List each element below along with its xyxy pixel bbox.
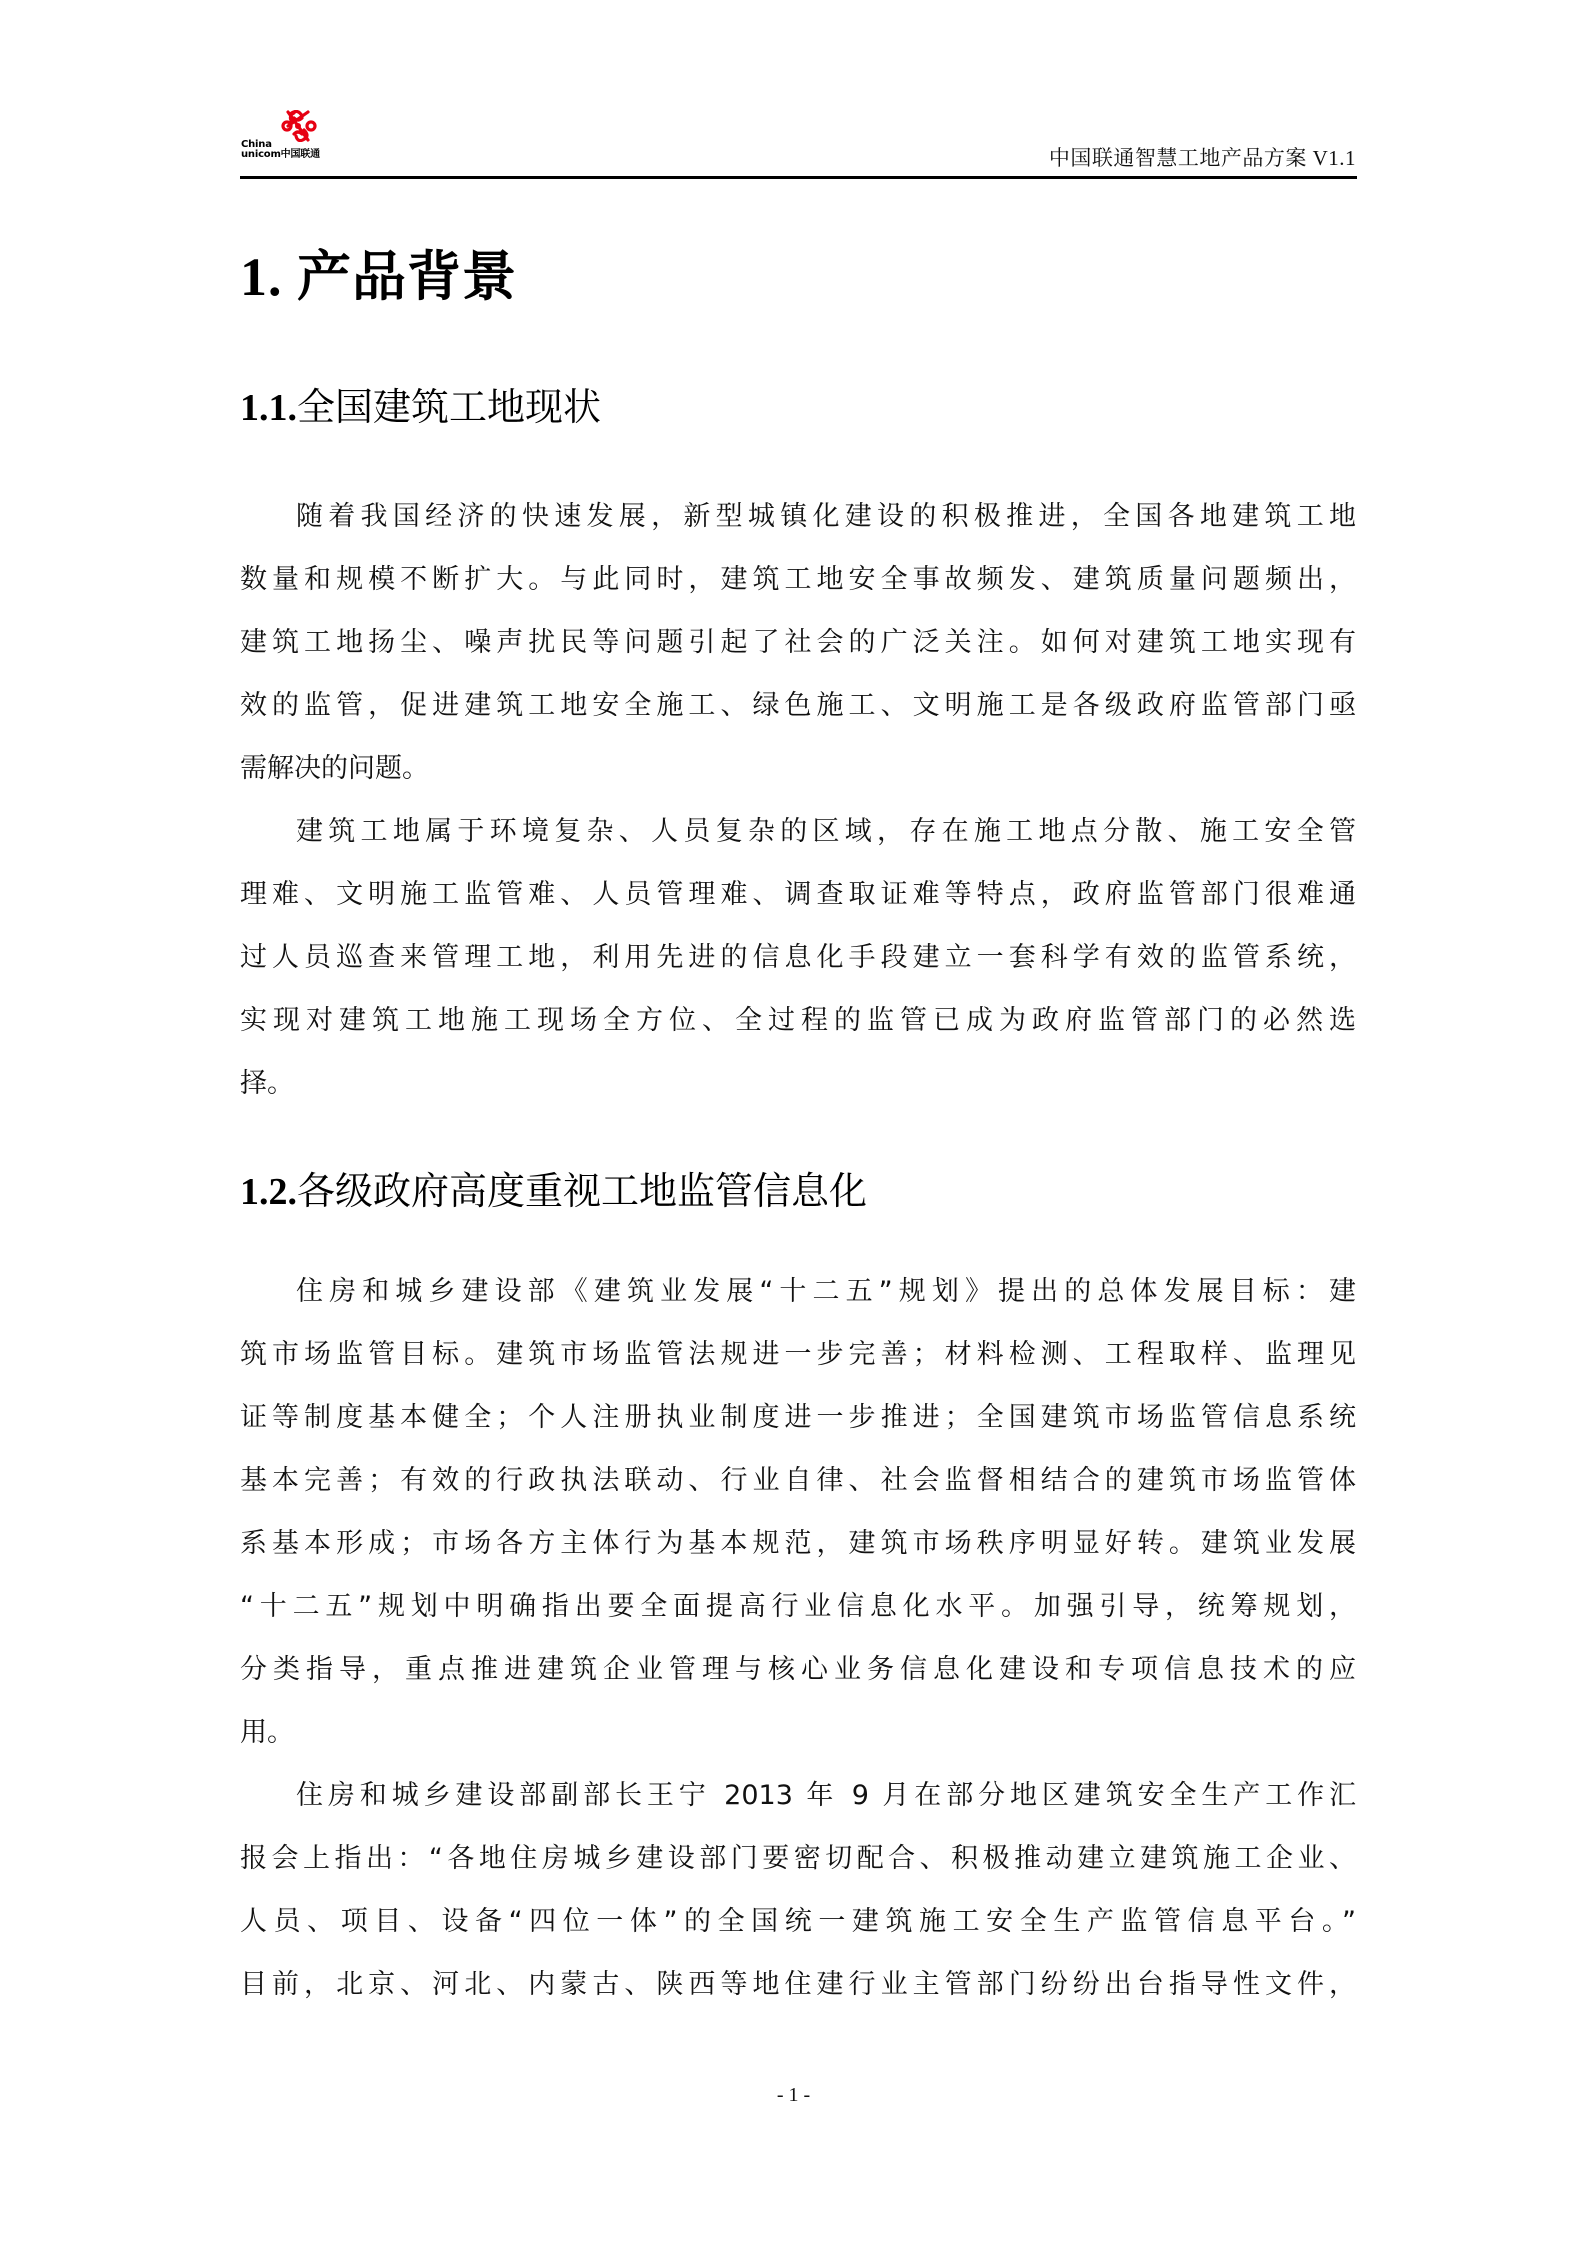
paragraph-line: 效的监管，促进建筑工地安全施工、绿色施工、文明施工是各级政府监管部门亟 xyxy=(240,690,1356,721)
page-header xyxy=(240,110,1356,178)
paragraph-line: 用。 xyxy=(240,1717,294,1748)
logo-wordmark xyxy=(241,140,320,160)
section-heading-1-2 xyxy=(240,1170,867,1214)
paragraph-1-2-b xyxy=(240,1764,1356,2016)
paragraph-line: 需解决的问题。 xyxy=(240,753,429,784)
paragraph-line: “十二五”规划中明确指出要全面提高行业信息化水平。加强引导，统筹规划， xyxy=(240,1591,1356,1622)
section-title: 各级政府高度重视工地监管信息化 xyxy=(297,1171,868,1213)
paragraph-line: 分类指导，重点推进建筑企业管理与核心业务信息化建设和专项信息技术的应 xyxy=(240,1654,1356,1685)
page-number: - 1 - xyxy=(776,2084,811,2106)
header-divider xyxy=(240,176,1357,179)
paragraph-line: 住房和城乡建设部副部长王宁 2013 年 9 月在部分地区建筑安全生产工作汇 xyxy=(296,1780,1356,1811)
paragraph-line: 数量和规模不断扩大。与此同时，建筑工地安全事故频发、建筑质量问题频出， xyxy=(240,564,1356,595)
paragraph-line: 择。 xyxy=(240,1068,294,1099)
paragraph-line: 目前，北京、河北、内蒙古、陕西等地住建行业主管部门纷纷出台指导性文件， xyxy=(240,1969,1356,2000)
china-unicom-logo xyxy=(240,110,340,170)
section-number: 1.2. xyxy=(240,1171,297,1213)
paragraph-1-1-b xyxy=(240,800,1356,1115)
paragraph-line: 建筑工地扬尘、噪声扰民等问题引起了社会的广泛关注。如何对建筑工地实现有 xyxy=(240,627,1356,658)
paragraph-line: 人员、项目、设备“四位一体”的全国统一建筑施工安全生产监管信息平台。” xyxy=(240,1906,1356,1937)
china-unicom-knot-icon xyxy=(240,110,340,142)
paragraph-line: 过人员巡查来管理工地，利用先进的信息化手段建立一套科学有效的监管系统， xyxy=(240,942,1356,973)
section-heading-1-1 xyxy=(240,386,601,430)
paragraph-line: 筑市场监管目标。建筑市场监管法规进一步完善；材料检测、工程取样、监理见 xyxy=(240,1339,1356,1370)
document-title: 中国联通智慧工地产品方案 V1.1 xyxy=(1048,146,1356,170)
paragraph-line: 住房和城乡建设部《建筑业发展“十二五”规划》提出的总体发展目标：建 xyxy=(296,1276,1356,1307)
paragraph-line: 随着我国经济的快速发展，新型城镇化建设的积极推进，全国各地建筑工地 xyxy=(296,501,1356,532)
paragraph-line: 报会上指出：“各地住房城乡建设部门要密切配合、积极推动建立建筑施工企业、 xyxy=(240,1843,1356,1874)
paragraph-line: 实现对建筑工地施工现场全方位、全过程的监管已成为政府监管部门的必然选 xyxy=(240,1005,1356,1036)
section-title: 全国建筑工地现状 xyxy=(297,387,602,429)
section-heading-1: 1. 产品背景 xyxy=(240,247,517,307)
paragraph-line: 建筑工地属于环境复杂、人员复杂的区域，存在施工地点分散、施工安全管 xyxy=(296,816,1356,847)
paragraph-line: 基本完善；有效的行政执法联动、行业自律、社会监督相结合的建筑市场监管体 xyxy=(240,1465,1356,1496)
paragraph-line: 理难、文明施工监管难、人员管理难、调查取证难等特点，政府监管部门很难通 xyxy=(240,879,1356,910)
section-number: 1.1. xyxy=(240,387,297,429)
paragraph-1-1-a xyxy=(240,485,1356,800)
paragraph-line: 系基本形成；市场各方主体行为基本规范，建筑市场秩序明显好转。建筑业发展 xyxy=(240,1528,1356,1559)
paragraph-1-2-a xyxy=(240,1260,1356,1764)
paragraph-line: 证等制度基本健全；个人注册执业制度进一步推进；全国建筑市场监管信息系统 xyxy=(240,1402,1356,1433)
logo-text-unicom: unicom中国联通 xyxy=(241,149,320,160)
logo-text-china: China xyxy=(241,139,272,150)
